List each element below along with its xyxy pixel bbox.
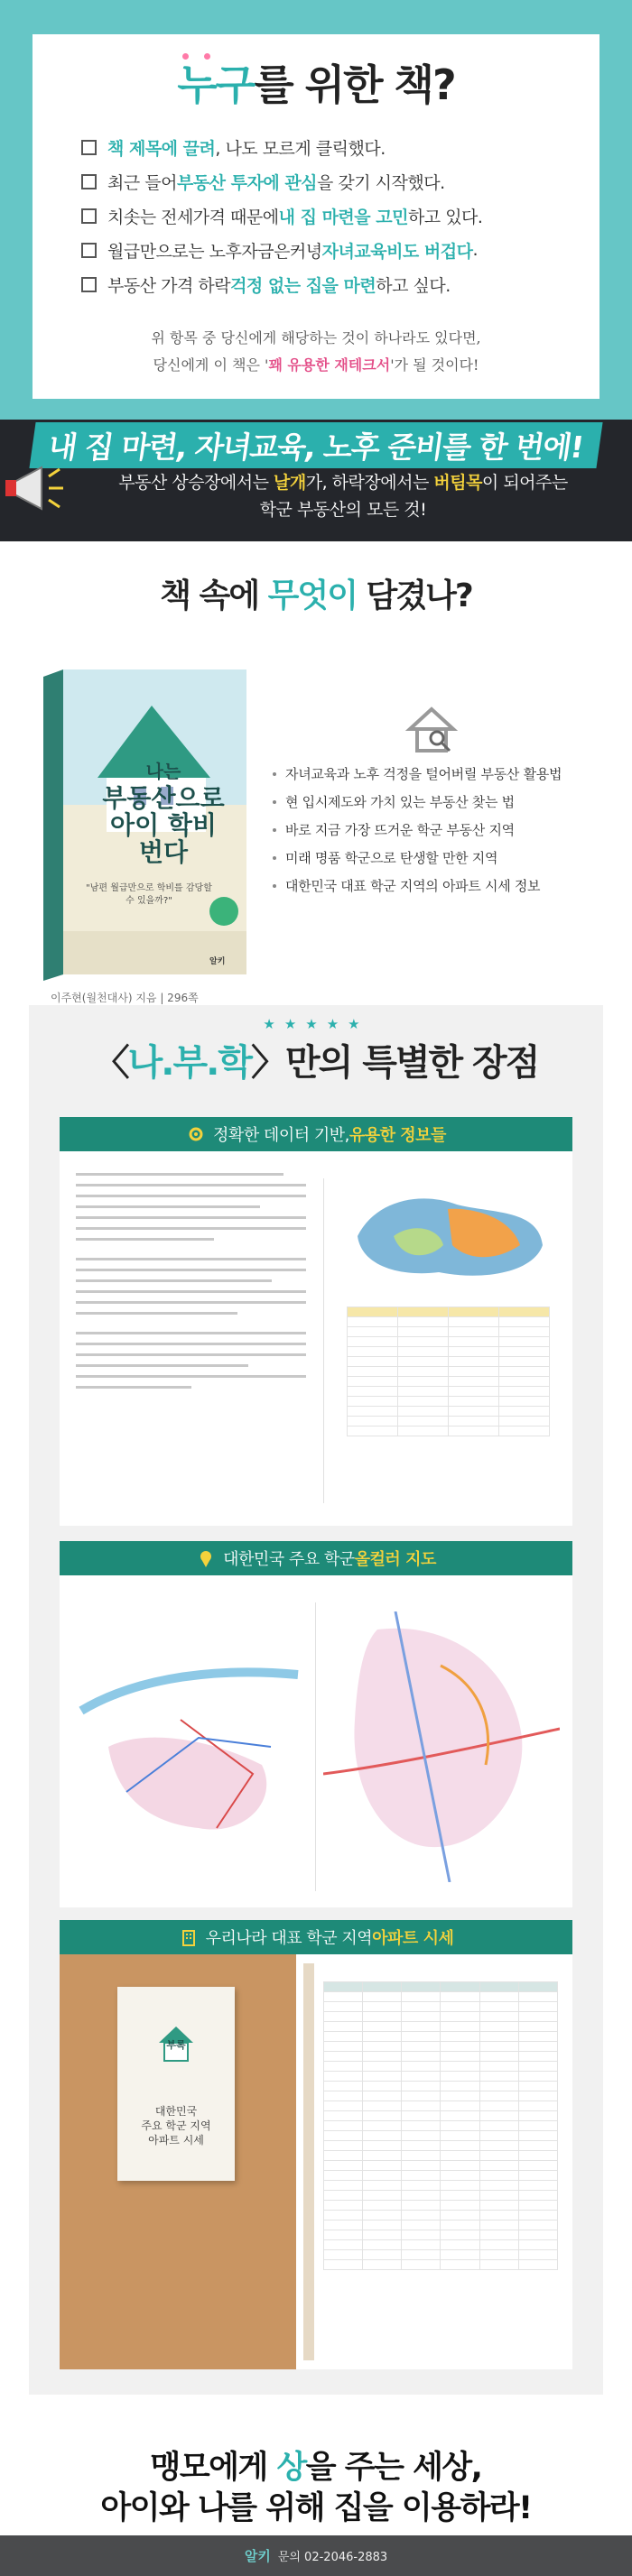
checklist-item: 부동산 가격 하락 걱정 없는 집을 마련 하고 싶다. [81,267,587,301]
list-item: 대한민국 대표 학군 지역의 아파트 시세 정보 [273,872,616,900]
closing-line-1: 맹모에게 상을 주는 세상, [150,2450,482,2486]
target-reader-title: 누구를 위한 책? [0,52,632,112]
checkbox-icon [81,140,97,155]
appendix-card-text: 대한민국 주요 학군 지역 아파트 시세 [141,2105,211,2147]
checklist-item: 최근 들어 부동산 투자에 관심 을 갖기 시작했다. [81,164,587,199]
checklist-item: 책 제목에 끌려 , 나도 모르게 클릭했다. [81,130,587,164]
headline-subtext: 부동산 상승장에서는 날개가, 하락장에서는 버팀목이 되어주는 학군 부동산의 모든 것! [118,473,568,520]
book-title: 나는 부동산으로 아이 학비 번다 [102,761,225,867]
contents-title: 책 속에 무엇이 담겼나? [160,577,472,614]
target-reader-note: 위 항목 중 당신에게 해당하는 것이 하나라도 있다면, 당신에게 이 책은 '꽤 유용한 재테크서'가 될 것이다! [151,329,481,374]
checklist [81,130,587,301]
checkbox-icon [81,277,97,292]
closing-line-2: 아이와 나를 위해 집을 이용하라! [100,2490,532,2526]
feature-bar-data: 정확한 데이터 기반, 유용한 정보들 [60,1117,572,1151]
feature-bar-maps: 대한민국 주요 학군 올컬러 지도 [60,1541,572,1575]
book-publisher: 알키 [209,957,226,966]
page-fold-shadow [303,1963,314,2360]
gear-icon [186,1124,206,1144]
checkbox-icon [81,243,97,258]
appendix-card [117,1987,235,2181]
appendix-cover [60,1954,296,2369]
contents-list [273,760,616,900]
building-icon [179,1927,199,1947]
feature-panel-prices [60,1954,572,2369]
headline-banner: 내 집 마련, 자녀교육, 노후 준비를 한 번에! [0,422,632,468]
price-table-preview [347,1306,550,1436]
list-item: 미래 명품 학군으로 탄생할 만한 지역 [273,844,616,872]
list-item: 현 입시제도와 가치 있는 부동산 찾는 법 [273,788,616,816]
gangnam-map-image [72,1611,309,1882]
checkbox-icon [81,174,97,189]
mokdong-map-image [323,1611,560,1882]
footer [0,2535,632,2576]
checklist-item: 월급만으로는 노후자금은커녕 자녀교육비도 버겁다 . [81,233,587,267]
feature-panel-maps [60,1575,572,1907]
footer-contact: 문의 02-2046-2883 [277,2551,388,2564]
megaphone-icon [2,458,74,518]
features-title: 〈나.부.학〉만의 특별한 장점 [93,1042,539,1084]
house-search-icon [404,704,459,756]
apartment-price-table-preview [323,1981,558,2270]
book-quote: "남편 월급만으로 학비를 감당할 수 있을까?" [86,883,212,906]
list-item: 바로 지금 가장 뜨거운 학군 부동산 지역 [273,816,616,844]
publisher-logo: 알키 [244,2548,271,2564]
feature-bar-prices: 우리나라 대표 학군 지역 아파트 시세 [60,1920,572,1954]
rating-stars: ★★★★★ [263,1016,369,1032]
feature-panel-data [60,1151,572,1526]
appendix-badge: 부록 [166,2039,186,2051]
checklist-item: 치솟는 전세가격 때문에 내 집 마련을 고민 하고 있다. [81,199,587,233]
checkbox-icon [81,208,97,224]
district-map-image [339,1182,556,1288]
text-page-preview [76,1173,306,1397]
list-item: 자녀교육과 노후 걱정을 털어버릴 부동산 활용법 [273,760,616,788]
map-pin-icon [196,1548,216,1568]
book-caption: 이주현(월천대사) 지음 | 296쪽 [51,992,199,1004]
